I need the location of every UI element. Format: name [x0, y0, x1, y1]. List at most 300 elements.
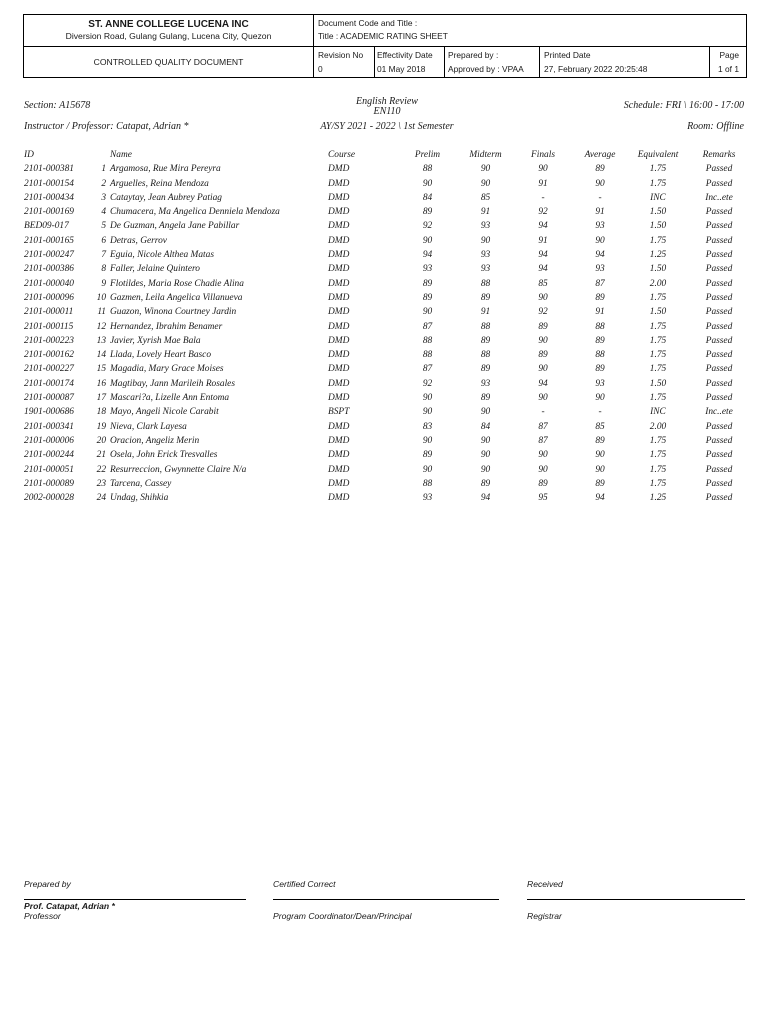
receiver-role: Registrar — [527, 911, 562, 921]
student-name: Cataytay, Jean Aubrey Patiag — [110, 192, 222, 203]
equivalent-grade: 1.75 — [649, 464, 667, 475]
average-grade: 94 — [595, 250, 605, 261]
finals-grade: 90 — [538, 393, 548, 404]
signature-line — [273, 899, 499, 900]
midterm-grade: 91 — [480, 207, 491, 218]
student-name: Mayo, Angeli Nicole Carabit — [110, 407, 219, 418]
header-divider — [313, 46, 746, 47]
equivalent-grade: 1.50 — [649, 207, 667, 218]
effectivity-value: 01 May 2018 — [377, 64, 426, 74]
document-title: Title : ACADEMIC RATING SHEET — [318, 31, 448, 41]
prelim-grade: 89 — [422, 292, 433, 303]
subject-code: EN110 — [373, 106, 401, 117]
average-grade: 90 — [595, 235, 605, 246]
student-id: 2101-000244 — [24, 450, 74, 461]
row-number: 15 — [96, 364, 106, 375]
column-header-remarks: Remarks — [702, 150, 736, 160]
remarks-value: Inc..ete — [705, 192, 733, 203]
row-number: 14 — [96, 350, 106, 361]
average-grade: 89 — [595, 164, 605, 175]
course-code: DMD — [328, 493, 350, 504]
row-number: 4 — [101, 207, 106, 218]
equivalent-grade: 1.75 — [649, 235, 667, 246]
course-code: DMD — [328, 350, 350, 361]
finals-grade: 94 — [538, 221, 548, 232]
column-header-name: Name — [110, 150, 132, 160]
student-id: BED09-017 — [24, 221, 69, 232]
table-row — [0, 465, 768, 479]
midterm-grade: 88 — [480, 278, 491, 289]
equivalent-grade: 1.75 — [649, 478, 667, 489]
midterm-grade: 89 — [480, 292, 491, 303]
preparer-name: Prof. Catapat, Adrian * — [24, 901, 115, 911]
course-code: DMD — [328, 464, 350, 475]
finals-grade: 87 — [538, 435, 548, 446]
row-number: 16 — [96, 378, 106, 389]
student-id: 2101-000227 — [24, 364, 74, 375]
prelim-grade: 88 — [422, 335, 433, 346]
average-grade: 93 — [595, 221, 605, 232]
row-number: 18 — [96, 407, 106, 418]
remarks-value: Passed — [705, 207, 733, 218]
header-divider — [444, 46, 445, 77]
table-row — [0, 350, 768, 364]
table-row — [0, 164, 768, 178]
student-name: Detras, Gerrov — [110, 235, 167, 246]
column-header-midterm: Midterm — [469, 150, 502, 160]
equivalent-grade: 1.75 — [649, 350, 667, 361]
finals-grade: 94 — [538, 378, 548, 389]
row-number: 2 — [101, 178, 106, 189]
table-row — [0, 322, 768, 336]
student-id: 2101-000341 — [24, 421, 74, 432]
page-label: Page — [719, 50, 739, 60]
remarks-value: Passed — [705, 350, 733, 361]
remarks-value: Passed — [705, 278, 733, 289]
row-number: 3 — [101, 192, 106, 203]
prelim-grade: 87 — [422, 321, 433, 332]
prepared-by-label: Prepared by : — [448, 50, 499, 60]
midterm-grade: 90 — [480, 407, 491, 418]
equivalent-grade: 1.75 — [649, 450, 667, 461]
equivalent-grade: 1.25 — [649, 493, 667, 504]
academic-term: AY/SY 2021 - 2022 \ 1st Semester — [320, 121, 454, 132]
revision-label: Revision No — [318, 50, 364, 60]
remarks-value: Passed — [705, 264, 733, 275]
student-name: Guazon, Winona Courtney Jardin — [110, 307, 237, 318]
school-name: ST. ANNE COLLEGE LUCENA INC — [88, 19, 249, 30]
midterm-grade: 93 — [480, 264, 491, 275]
average-grade: 89 — [595, 435, 605, 446]
course-code: DMD — [328, 164, 350, 175]
finals-grade: 90 — [538, 364, 548, 375]
course-code: DMD — [328, 192, 350, 203]
printed-date-value: 27, February 2022 20:25:48 — [544, 64, 648, 74]
student-id: 2101-000040 — [24, 278, 74, 289]
student-id: 2101-000096 — [24, 292, 74, 303]
student-name: Llada, Lovely Heart Basco — [110, 350, 212, 361]
student-name: Hernandez, Ibrahim Benamer — [110, 321, 223, 332]
midterm-grade: 94 — [480, 493, 491, 504]
equivalent-grade: 2.00 — [649, 421, 667, 432]
prelim-grade: 93 — [422, 264, 433, 275]
prelim-grade: 90 — [422, 435, 433, 446]
revision-value: 0 — [318, 64, 323, 74]
remarks-value: Passed — [705, 378, 733, 389]
section-label: Section: A15678 — [24, 100, 91, 111]
table-row — [0, 250, 768, 264]
course-code: DMD — [328, 278, 350, 289]
midterm-grade: 89 — [480, 393, 491, 404]
midterm-grade: 93 — [480, 378, 491, 389]
row-number: 5 — [101, 221, 106, 232]
table-row — [0, 221, 768, 235]
table-row — [0, 236, 768, 250]
student-id: 2101-000089 — [24, 478, 74, 489]
table-row — [0, 193, 768, 207]
finals-grade: 89 — [538, 478, 548, 489]
average-grade: 91 — [595, 307, 605, 318]
finals-grade: 95 — [538, 493, 548, 504]
course-code: DMD — [328, 250, 350, 261]
remarks-value: Passed — [705, 250, 733, 261]
midterm-grade: 89 — [480, 335, 491, 346]
student-id: 2101-000434 — [24, 192, 74, 203]
table-body — [0, 164, 768, 507]
student-name: Gazmen, Leila Angelica Villanueva — [110, 292, 243, 303]
midterm-grade: 88 — [480, 321, 491, 332]
course-code: DMD — [328, 321, 350, 332]
table-row — [0, 293, 768, 307]
prelim-grade: 92 — [422, 378, 433, 389]
controlled-document-label: CONTROLLED QUALITY DOCUMENT — [93, 57, 244, 67]
table-row — [0, 422, 768, 436]
midterm-grade: 93 — [480, 250, 491, 261]
table-row — [0, 364, 768, 378]
student-id: 2101-000247 — [24, 250, 74, 261]
row-number: 19 — [96, 421, 106, 432]
subject-title: English Review — [356, 96, 418, 107]
student-name: Osela, John Erick Tresvalles — [110, 450, 218, 461]
course-code: DMD — [328, 335, 350, 346]
average-grade: 89 — [595, 364, 605, 375]
remarks-value: Inc..ete — [705, 407, 733, 418]
row-number: 17 — [96, 393, 106, 404]
midterm-grade: 90 — [480, 235, 491, 246]
equivalent-grade: 1.75 — [649, 435, 667, 446]
header-divider — [24, 46, 313, 47]
student-name: Magadia, Mary Grace Moises — [110, 364, 224, 375]
equivalent-grade: 1.50 — [649, 264, 667, 275]
course-code: DMD — [328, 450, 350, 461]
remarks-value: Passed — [705, 178, 733, 189]
prelim-grade: 92 — [422, 221, 433, 232]
instructor-label: Instructor / Professor: Catapat, Adrian * — [24, 121, 189, 132]
signature-line — [527, 899, 745, 900]
prelim-grade: 89 — [422, 207, 433, 218]
student-id: 2101-000165 — [24, 235, 74, 246]
table-row — [0, 307, 768, 321]
finals-grade: 90 — [538, 164, 548, 175]
student-name: Faller, Jelaine Quintero — [110, 264, 200, 275]
student-id: 2101-000011 — [24, 307, 74, 318]
prelim-grade: 89 — [422, 450, 433, 461]
table-row — [0, 479, 768, 493]
average-grade: 90 — [595, 178, 605, 189]
prelim-grade: 84 — [422, 192, 433, 203]
student-name: De Guzman, Angela Jane Pabillar — [110, 221, 240, 232]
midterm-grade: 89 — [480, 478, 491, 489]
row-number: 22 — [96, 464, 106, 475]
student-name: Arguelles, Reina Mendoza — [110, 178, 209, 189]
student-id: 2101-000006 — [24, 435, 74, 446]
row-number: 11 — [97, 307, 106, 318]
prelim-grade: 90 — [422, 393, 433, 404]
row-number: 24 — [96, 493, 106, 504]
equivalent-grade: 1.75 — [649, 292, 667, 303]
column-header-prelim: Prelim — [414, 150, 441, 160]
remarks-value: Passed — [705, 450, 733, 461]
student-name: Resurreccion, Gwynnette Claire N/a — [110, 464, 247, 475]
average-grade: 93 — [595, 378, 605, 389]
average-grade: 90 — [595, 393, 605, 404]
finals-grade: 89 — [538, 321, 548, 332]
prelim-grade: 88 — [422, 350, 433, 361]
finals-grade: 94 — [538, 250, 548, 261]
course-code: DMD — [328, 307, 350, 318]
course-code: DMD — [328, 264, 350, 275]
course-code: BSPT — [328, 407, 350, 418]
equivalent-grade: 1.25 — [649, 250, 667, 261]
finals-grade: 89 — [538, 350, 548, 361]
header-divider — [709, 46, 710, 77]
remarks-value: Passed — [705, 221, 733, 232]
course-code: DMD — [328, 221, 350, 232]
student-name: Mascari?a, Lizelle Ann Entoma — [110, 393, 230, 404]
signature-line — [24, 899, 246, 900]
certifier-role: Program Coordinator/Dean/Principal — [273, 911, 412, 921]
student-id: 2101-000115 — [24, 321, 74, 332]
course-code: DMD — [328, 378, 350, 389]
student-name: Magtibay, Jann Marileih Rosales — [110, 378, 235, 389]
finals-grade: 87 — [538, 421, 548, 432]
row-number: 1 — [101, 164, 106, 175]
finals-grade: - — [541, 407, 545, 418]
average-grade: 90 — [595, 464, 605, 475]
midterm-grade: 90 — [480, 450, 491, 461]
page-value: 1 of 1 — [718, 64, 739, 74]
table-row — [0, 407, 768, 421]
equivalent-grade: 1.75 — [649, 393, 667, 404]
student-id: 2101-000169 — [24, 207, 74, 218]
table-row — [0, 336, 768, 350]
midterm-grade: 89 — [480, 364, 491, 375]
equivalent-grade: 1.50 — [649, 221, 667, 232]
prelim-grade: 90 — [422, 178, 433, 189]
average-grade: 94 — [595, 493, 605, 504]
table-header-row — [0, 150, 768, 164]
student-name: Chumacera, Ma Angelica Denniela Mendoza — [110, 207, 280, 218]
equivalent-grade: INC — [650, 407, 666, 418]
student-id: 2101-000087 — [24, 393, 74, 404]
midterm-grade: 84 — [480, 421, 491, 432]
remarks-value: Passed — [705, 292, 733, 303]
midterm-grade: 90 — [480, 164, 491, 175]
row-number: 23 — [96, 478, 106, 489]
row-number: 12 — [96, 321, 106, 332]
row-number: 8 — [101, 264, 106, 275]
equivalent-grade: INC — [650, 192, 666, 203]
received-label: Received — [527, 879, 563, 889]
prelim-grade: 90 — [422, 407, 433, 418]
remarks-value: Passed — [705, 464, 733, 475]
column-header-course: Course — [328, 150, 356, 160]
approved-by-label: Approved by : VPAA — [448, 64, 524, 74]
equivalent-grade: 1.75 — [649, 178, 667, 189]
certified-label: Certified Correct — [273, 879, 336, 889]
rating-table — [0, 150, 768, 507]
student-name: Eguia, Nicole Althea Matas — [110, 250, 214, 261]
finals-grade: 90 — [538, 335, 548, 346]
prelim-grade: 88 — [422, 164, 433, 175]
header-divider — [374, 46, 375, 77]
finals-grade: 85 — [538, 278, 548, 289]
remarks-value: Passed — [705, 364, 733, 375]
prelim-grade: 90 — [422, 464, 433, 475]
student-id: 2101-000051 — [24, 464, 74, 475]
column-header-equivalent: Equivalent — [637, 150, 679, 160]
prepared-by-label: Prepared by — [24, 879, 71, 889]
printed-date-label: Printed Date — [544, 50, 591, 60]
average-grade: - — [598, 192, 602, 203]
student-id: 2101-000174 — [24, 378, 74, 389]
prelim-grade: 93 — [422, 493, 433, 504]
midterm-grade: 88 — [480, 350, 491, 361]
schedule-label: Schedule: FRI \ 16:00 - 17:00 — [623, 100, 744, 111]
table-row — [0, 493, 768, 507]
preparer-role: Professor — [24, 911, 61, 921]
row-number: 20 — [96, 435, 106, 446]
column-header-average: Average — [584, 150, 616, 160]
header-divider — [539, 46, 540, 77]
student-name: Nieva, Clark Layesa — [110, 421, 187, 432]
midterm-grade: 90 — [480, 178, 491, 189]
course-code: DMD — [328, 393, 350, 404]
prelim-grade: 87 — [422, 364, 433, 375]
student-name: Argamosa, Rue Mira Pereyra — [110, 164, 221, 175]
room-label: Room: Offline — [687, 121, 744, 132]
average-grade: 87 — [595, 278, 605, 289]
row-number: 10 — [96, 292, 106, 303]
midterm-grade: 90 — [480, 464, 491, 475]
course-code: DMD — [328, 207, 350, 218]
average-grade: 91 — [595, 207, 605, 218]
school-address: Diversion Road, Gulang Gulang, Lucena City, Quezon — [65, 31, 272, 41]
remarks-value: Passed — [705, 335, 733, 346]
equivalent-grade: 1.50 — [649, 378, 667, 389]
student-name: Oracion, Angeliz Merin — [110, 435, 200, 446]
prelim-grade: 83 — [422, 421, 433, 432]
course-code: DMD — [328, 435, 350, 446]
finals-grade: 90 — [538, 450, 548, 461]
remarks-value: Passed — [705, 321, 733, 332]
equivalent-grade: 2.00 — [649, 278, 667, 289]
student-name: Undag, Shihkia — [110, 493, 169, 504]
remarks-value: Passed — [705, 421, 733, 432]
finals-grade: 90 — [538, 464, 548, 475]
effectivity-label: Effectivity Date — [377, 50, 433, 60]
equivalent-grade: 1.75 — [649, 321, 667, 332]
row-number: 7 — [101, 250, 106, 261]
student-id: 2002-000028 — [24, 493, 74, 504]
average-grade: 89 — [595, 335, 605, 346]
prelim-grade: 88 — [422, 478, 433, 489]
document-code-label: Document Code and Title : — [318, 18, 418, 28]
average-grade: 85 — [595, 421, 605, 432]
table-row — [0, 436, 768, 450]
midterm-grade: 93 — [480, 221, 491, 232]
average-grade: 88 — [595, 321, 605, 332]
remarks-value: Passed — [705, 307, 733, 318]
student-name: Javier, Xyrish Mae Bala — [110, 335, 201, 346]
student-id: 2101-000154 — [24, 178, 74, 189]
column-header-id: ID — [24, 150, 34, 160]
table-row — [0, 393, 768, 407]
finals-grade: 91 — [538, 235, 548, 246]
remarks-value: Passed — [705, 435, 733, 446]
average-grade: 88 — [595, 350, 605, 361]
course-code: DMD — [328, 292, 350, 303]
student-name: Tarcena, Cassey — [110, 478, 172, 489]
student-id: 2101-000386 — [24, 264, 74, 275]
equivalent-grade: 1.75 — [649, 164, 667, 175]
student-id: 2101-000381 — [24, 164, 74, 175]
midterm-grade: 90 — [480, 435, 491, 446]
equivalent-grade: 1.75 — [649, 364, 667, 375]
row-number: 13 — [96, 335, 106, 346]
course-code: DMD — [328, 235, 350, 246]
table-row — [0, 450, 768, 464]
course-code: DMD — [328, 364, 350, 375]
finals-grade: 91 — [538, 178, 548, 189]
row-number: 6 — [101, 235, 106, 246]
remarks-value: Passed — [705, 478, 733, 489]
row-number: 9 — [101, 278, 106, 289]
row-number: 21 — [96, 450, 106, 461]
student-id: 2101-000162 — [24, 350, 74, 361]
table-row — [0, 379, 768, 393]
average-grade: 90 — [595, 450, 605, 461]
midterm-grade: 91 — [480, 307, 491, 318]
student-name: Flotildes, Maria Rose Chadie Alina — [110, 278, 244, 289]
table-row — [0, 179, 768, 193]
course-code: DMD — [328, 421, 350, 432]
prelim-grade: 89 — [422, 278, 433, 289]
finals-grade: 92 — [538, 207, 548, 218]
prelim-grade: 90 — [422, 307, 433, 318]
remarks-value: Passed — [705, 393, 733, 404]
average-grade: 93 — [595, 264, 605, 275]
student-id: 1901-000686 — [24, 407, 74, 418]
equivalent-grade: 1.75 — [649, 335, 667, 346]
finals-grade: 92 — [538, 307, 548, 318]
column-header-finals: Finals — [531, 150, 555, 160]
finals-grade: 90 — [538, 292, 548, 303]
equivalent-grade: 1.50 — [649, 307, 667, 318]
average-grade: 89 — [595, 292, 605, 303]
average-grade: - — [598, 407, 602, 418]
prelim-grade: 94 — [422, 250, 433, 261]
